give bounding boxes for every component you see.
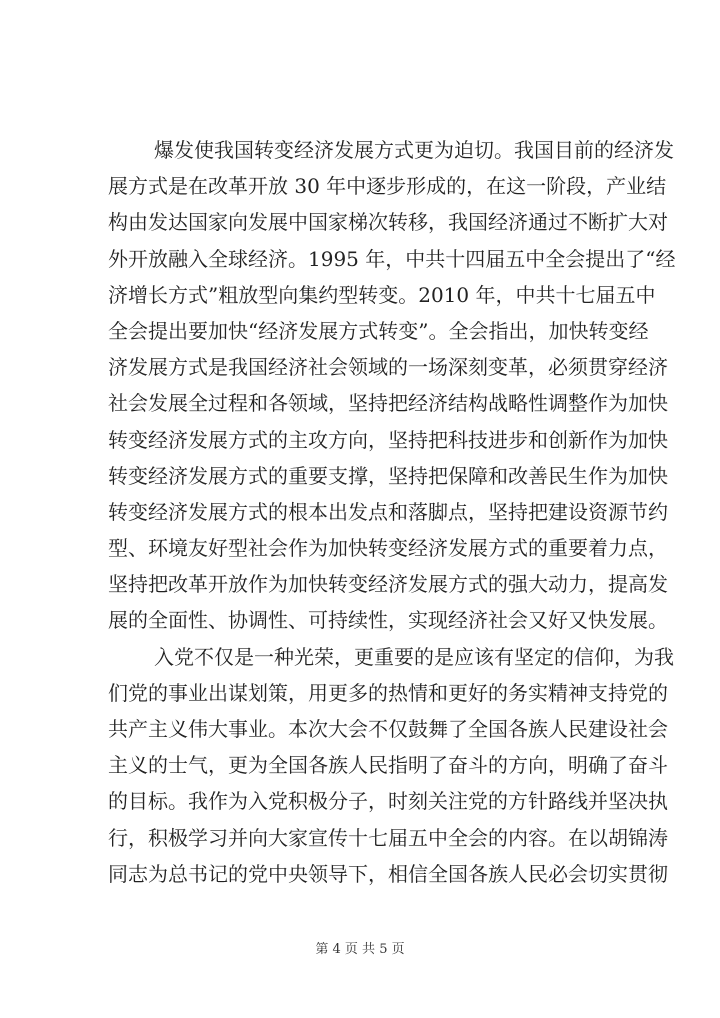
text-line: 构由发达国家向发展中国家梯次转移，我国经济通过不断扩大对 <box>108 210 668 235</box>
text-line: 同志为总书记的党中央领导下，相信全国各族人民必会切实贯彻 <box>108 861 668 886</box>
text-line: 型、环境友好型社会作为加快转变经济发展方式的重要着力点， <box>108 536 668 561</box>
text-line: 坚持把改革开放作为加快转变经济发展方式的强大动力，提高发 <box>108 572 668 597</box>
text-line: 入党不仅是一种光荣，更重要的是应该有坚定的信仰，为我 <box>154 644 674 669</box>
text-line: 爆发使我国转变经济发展方式更为迫切。我国目前的经济发 <box>154 138 674 162</box>
document-body <box>108 132 676 892</box>
paragraph-1 <box>108 132 676 639</box>
text-line: 行，积极学习并向大家宣传十七届五中全会的内容。在以胡锦涛 <box>108 825 668 850</box>
paragraph-2 <box>108 639 674 892</box>
text-line: 转变经济发展方式的主攻方向，坚持把科技进步和创新作为加快 <box>108 427 668 452</box>
text-line: 主义的士气，更为全国各族人民指明了奋斗的方向，明确了奋斗 <box>108 753 668 778</box>
page-number-footer: 第 4 页 共 5 页 <box>315 942 405 957</box>
text-line: 济增长方式”粗放型向集约型转变。2010 年，中共十七届五中 <box>108 282 656 307</box>
text-line: 展的全面性、协调性、可持续性，实现经济社会又好又快发展。 <box>108 608 668 633</box>
text-line: 社会发展全过程和各领域，坚持把经济结构战略性调整作为加快 <box>108 391 668 416</box>
text-line: 济发展方式是我国经济社会领域的一场深刻变革，必须贯穿经济 <box>108 355 668 380</box>
text-line: 们党的事业出谋划策，用更多的热情和更好的务实精神支持党的 <box>108 680 668 705</box>
text-line: 转变经济发展方式的根本出发点和落脚点，坚持把建设资源节约 <box>108 499 668 524</box>
text-line: 转变经济发展方式的重要支撑，坚持把保障和改善民生作为加快 <box>108 463 668 488</box>
text-line: 外开放融入全球经济。1995 年，中共十四届五中全会提出了“经 <box>108 246 676 271</box>
text-line: 共产主义伟大事业。本次大会不仅鼓舞了全国各族人民建设社会 <box>108 717 668 741</box>
text-line: 的目标。我作为入党积极分子，时刻关注党的方针路线并坚决执 <box>108 789 668 814</box>
text-line: 展方式是在改革开放 30 年中逐步形成的，在这一阶段，产业结 <box>108 174 667 199</box>
text-line: 全会提出要加快“经济发展方式转变”。全会指出，加快转变经 <box>108 318 649 343</box>
